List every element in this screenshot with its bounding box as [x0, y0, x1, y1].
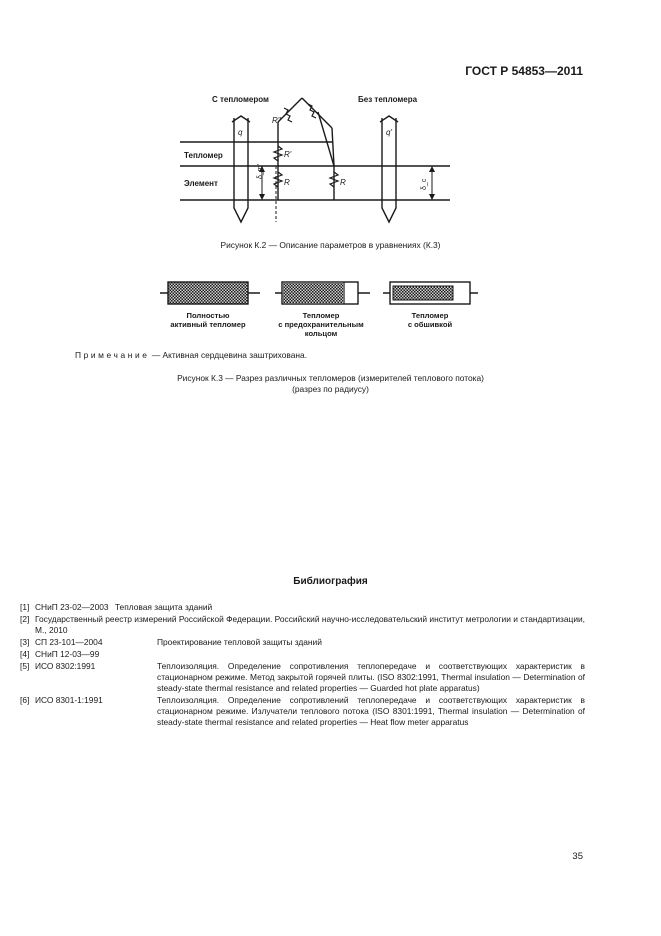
bib-entry-5: [20, 661, 585, 694]
figure-k3-diagram: [0, 0, 661, 330]
meter-item-guard-line3: кольцом: [304, 329, 338, 338]
bib-entry-6: [20, 695, 585, 728]
meter-item-cover: [380, 311, 480, 329]
bib-num: [2]: [20, 614, 30, 624]
label-r: R: [284, 178, 290, 187]
bib-code: СП 23-101—2004: [35, 637, 103, 647]
bib-text: Государственный реестр измерений Российской Федерации. Российский научно-исследовательский институт метрологии и стандартизации, М., 2010: [35, 614, 585, 635]
label-dim-left: δ_m': [257, 164, 264, 179]
figure-k3-caption-line1: Рисунок К.3 — Разрез различных тепломеров (измерителей теплового потока): [177, 373, 484, 383]
label-r-prime: R': [284, 150, 292, 159]
meter-item-cover-line2: с обшивкой: [407, 320, 453, 329]
bib-text: Теплоизоляция. Определение сопротивлений теплопередаче и соответствующих характеристик в стационарном режиме. Излучатели теплового потока (ISO 8301:1991, Thermal insulation — Determination of steady-state thermal resistance and related properties — Heat flow meter apparatus: [157, 695, 585, 727]
meter-item-guard-line1: Тепломер: [302, 311, 340, 320]
bib-entry-1: [20, 602, 585, 613]
bib-text: Тепловая защита зданий: [114, 602, 213, 612]
bib-text: Теплоизоляция. Определение сопротивления теплопередаче и соответствующих характеристик в стационарном режиме. Метод закрытой горячей плиты. (ISO 8302:1991, Thermal insulation — Determination of steady-state thermal resistance and related properties — Guarded hot plate apparatus): [157, 661, 585, 693]
label-without-meter: Без тепломера: [358, 95, 418, 104]
bib-text: Проектирование тепловой защиты зданий: [157, 637, 322, 647]
figure-k2-caption: Рисунок К.2 — Описание параметров в уравнениях (К.3): [220, 240, 441, 250]
figure-note: [75, 350, 307, 360]
bib-num: [6]: [20, 695, 30, 705]
bib-code: СНиП 12-03—99: [35, 649, 100, 659]
bib-code: ИСО 8301-1:1991: [35, 695, 103, 705]
bib-num: [3]: [20, 637, 30, 647]
meter-item-full: [158, 311, 258, 329]
label-element: Элемент: [184, 179, 218, 188]
note-text: — Активная сердцевина заштрихована.: [151, 350, 308, 360]
bibliography-list: [20, 602, 585, 728]
bib-code: ИСО 8302:1991: [35, 661, 96, 671]
bib-num: [5]: [20, 661, 30, 671]
bib-entry-2: [20, 614, 585, 636]
label-r-double-prime: R'': [272, 116, 281, 125]
meter-item-cover-line1: Тепломер: [411, 311, 449, 320]
label-with-meter: С тепломером: [212, 95, 269, 104]
bib-entry-4: [20, 649, 585, 660]
bib-code: СНиП 23-02—2003: [35, 602, 109, 612]
standard-number: ГОСТ Р 54853—2011: [465, 64, 583, 78]
meter-item-guard: [266, 311, 376, 338]
meter-item-full-line2: активный тепломер: [170, 320, 246, 329]
label-meter: Тепломер: [184, 151, 223, 160]
meter-item-full-line1: Полностью: [186, 311, 230, 320]
bib-num: [1]: [20, 602, 30, 612]
label-r-right: R: [340, 178, 346, 187]
label-q-prime: q': [386, 128, 392, 137]
bibliography-title: Библиография: [293, 576, 368, 587]
page-number: 35: [572, 851, 583, 862]
bib-entry-3: [20, 637, 585, 648]
figure-k3-caption-line2: (разрез по радиусу): [292, 384, 369, 394]
label-dim-right: δ_c: [421, 178, 428, 190]
meter-item-guard-line2: с предохранительным: [278, 320, 364, 329]
note-label: Примечание: [75, 350, 150, 360]
label-q: q: [238, 128, 243, 137]
bib-num: [4]: [20, 649, 30, 659]
